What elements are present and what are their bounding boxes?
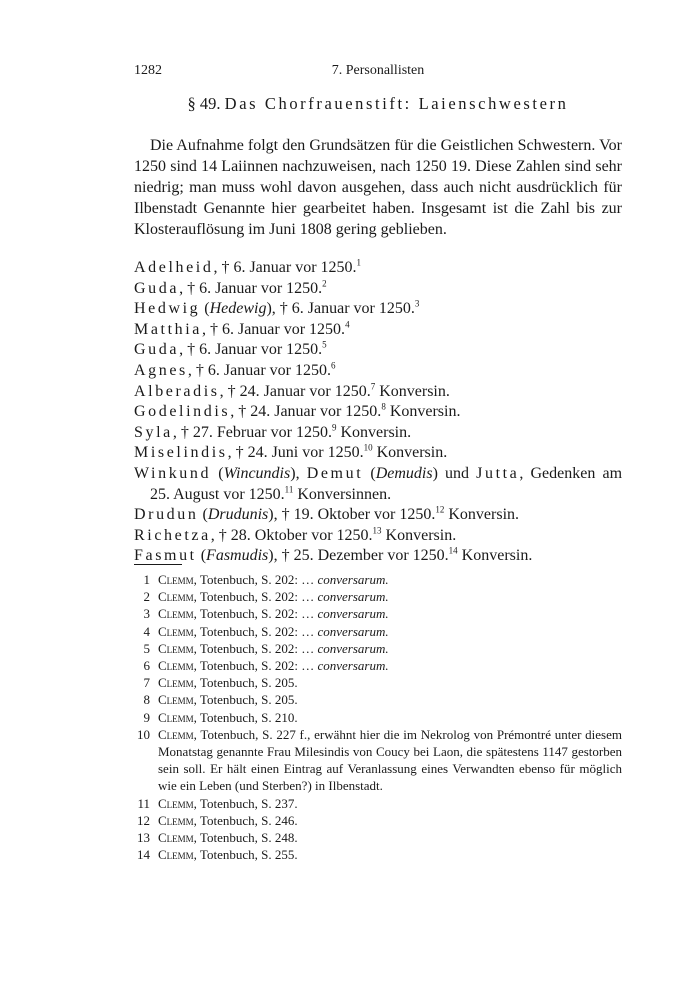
entry-tail: Konversin. xyxy=(375,382,450,400)
footnotes xyxy=(134,571,622,863)
footnote-author: Clemm xyxy=(158,606,194,622)
footnote-number: 3 xyxy=(143,606,150,622)
entry-tail: Konversinnen. xyxy=(293,485,392,503)
entry-variant: Hedewig xyxy=(209,300,267,318)
footnote xyxy=(134,829,622,846)
footnote-author: Clemm xyxy=(158,795,194,811)
entry-tail: Konversin. xyxy=(372,444,448,462)
entry-text: , † 6. Januar vor 1250. xyxy=(179,279,323,297)
footnote xyxy=(134,571,622,588)
footnote xyxy=(134,795,622,812)
entry-tail: Konversin. xyxy=(444,506,520,524)
entry-name: Miselindis xyxy=(134,444,228,462)
entry-tail: Konversin. xyxy=(336,423,412,441)
footnote-author: Clemm xyxy=(158,726,194,742)
entry-name: Guda xyxy=(134,341,180,359)
footnote-ref[interactable]: 3 xyxy=(414,298,420,309)
footnote-author: Clemm xyxy=(158,572,194,587)
footnote-ref[interactable]: 1 xyxy=(356,257,362,268)
footnote-text: , Totenbuch, S. 248. xyxy=(193,830,298,846)
footnote-number: 1 xyxy=(143,572,150,587)
entry-text: , † 24. Januar vor 1250. xyxy=(219,382,371,400)
footnote-ref[interactable]: 4 xyxy=(345,319,350,330)
footnote-number: 2 xyxy=(143,589,150,605)
footnote-author: Clemm xyxy=(158,830,194,846)
footnote-number: 10 xyxy=(137,726,150,742)
entry-text: , † 19. Oktober vor 1250. xyxy=(273,506,436,524)
footnote-text: , Totenbuch, S. 210. xyxy=(193,709,298,725)
footnote-text: , Totenbuch, S. 202: … xyxy=(193,606,318,622)
footnote-text: , Totenbuch, S. 202: … xyxy=(193,623,318,639)
footnote xyxy=(134,709,622,726)
entry-name: Richetza xyxy=(134,526,211,544)
footnote-text: , Totenbuch, S. 202: … xyxy=(193,640,318,656)
entry-tail: Konversin. xyxy=(385,403,461,421)
entry-name: Guda xyxy=(134,279,180,297)
footnote-number: 9 xyxy=(143,709,150,725)
footnote-ref[interactable]: 10 xyxy=(363,443,373,454)
entry-text: , † 28. Oktober vor 1250. xyxy=(210,526,373,544)
entry-text: , † 27. Februar vor 1250. xyxy=(172,423,332,441)
footnote xyxy=(134,588,622,605)
entry-text: , † 6. Januar vor 1250. xyxy=(271,300,415,318)
entry-name: Drudun xyxy=(134,506,199,524)
section-number: § 49. xyxy=(187,94,221,113)
footnote-number: 5 xyxy=(143,640,150,656)
entry-variant: Fasmudis xyxy=(206,547,269,565)
list-item: Drudun (Drudunis), † 19. Oktober vor 1250.12 Konversin. xyxy=(134,504,520,524)
footnote-italic: conversarum. xyxy=(317,658,389,674)
footnote-italic: conversarum. xyxy=(317,589,389,605)
list-item xyxy=(134,382,622,403)
footnote-ref[interactable]: 6 xyxy=(330,360,336,371)
footnote-text: , Totenbuch, S. 205. xyxy=(193,692,298,708)
footnote xyxy=(134,640,622,657)
running-title: 7. Personallisten xyxy=(331,63,425,78)
intro-paragraph: Die Aufnahme folgt den Grundsätzen für die Geistlichen Schwestern. Vor 1250 sind 14 Laiinnen nachzuweisen, nach 1250 19. Diese Zahlen sind sehr niedrig; man muss wohl davon ausgehen, dass auch nicht ausdrücklich für Ilbenstadt Genannte hier gearbeitet haben. Insgesamt ist die Zahl bis zur Klosterauflösung im Juni 1808 gering geblieben. xyxy=(134,137,622,238)
footnote-author: Clemm xyxy=(158,640,194,656)
footnote-author: Clemm xyxy=(158,589,194,605)
entry-name: Syla xyxy=(134,423,173,441)
list-item xyxy=(134,258,622,279)
footnote-ref[interactable]: 12 xyxy=(435,504,445,515)
entry-tail: Konversin. xyxy=(381,526,457,544)
running-head xyxy=(134,63,622,83)
footnote-italic: conversarum. xyxy=(317,606,389,622)
footnote-number: 11 xyxy=(137,795,150,811)
footnote xyxy=(134,846,622,863)
group-entry: Winkund (Wincundis), Demut (Demudis) und Jutta, Gedenken am 25. August vor 1250.11 Konversinnen. xyxy=(134,464,623,503)
entry-text: , † 24. Januar vor 1250. xyxy=(230,403,382,421)
footnote-text: , Totenbuch, S. 255. xyxy=(193,847,298,863)
entry-text: , † 25. Dezember vor 1250. xyxy=(273,547,449,565)
footnote-ref[interactable]: 8 xyxy=(381,401,386,412)
entry-text: , † 24. Juni vor 1250. xyxy=(227,444,364,462)
footnote-number: 6 xyxy=(143,658,150,674)
list-item xyxy=(134,526,622,547)
entry-name: Adelheid xyxy=(134,259,214,276)
footnote xyxy=(134,623,622,640)
footnote-author: Clemm xyxy=(158,623,194,639)
footnote-number: 12 xyxy=(137,812,150,828)
list-item xyxy=(134,279,622,300)
footnote xyxy=(134,657,622,674)
footnote-number: 13 xyxy=(137,830,150,846)
section-heading xyxy=(134,94,622,114)
entry-tail: Konversin. xyxy=(457,547,533,565)
page-number: 1282 xyxy=(134,63,162,78)
list-item: Hedwig (Hedewig), † 6. Januar vor 1250.$^3$ xyxy=(134,298,420,318)
list-item xyxy=(134,423,622,444)
footnote-text: , Totenbuch, S. 202: … xyxy=(193,658,318,674)
footnote-ref[interactable]: 7 xyxy=(370,381,376,392)
entry-name: Hedwig xyxy=(134,300,201,318)
footnote-ref[interactable]: 11 xyxy=(284,484,294,495)
entry-text: , † 6. Januar vor 1250. xyxy=(213,259,357,276)
list-item xyxy=(134,320,622,341)
footnote xyxy=(134,812,622,829)
entry-name: Fasmut xyxy=(134,547,197,565)
footnote-author: Clemm xyxy=(158,709,194,725)
footnote xyxy=(134,726,622,795)
footnote-ref[interactable]: 13 xyxy=(372,525,382,536)
list-item xyxy=(134,361,622,382)
list-item xyxy=(134,340,622,361)
entry-variant: Demudis xyxy=(375,464,433,482)
entries-list xyxy=(134,258,622,567)
footnote-text: , Totenbuch, S. 205. xyxy=(193,675,298,691)
entry-name: Jutta xyxy=(476,464,520,482)
footnote-number: 14 xyxy=(137,847,150,863)
footnote-author: Clemm xyxy=(158,658,194,674)
entry-name: Agnes xyxy=(134,361,188,379)
footnote-number: 4 xyxy=(143,623,150,639)
footnote-author: Clemm xyxy=(158,675,194,691)
entry-name: Matthia xyxy=(134,320,202,338)
footnote-author: Clemm xyxy=(158,812,194,828)
footnote-ref[interactable]: 9 xyxy=(331,422,337,433)
footnote xyxy=(134,691,622,708)
list-item xyxy=(134,443,622,464)
footnote-text: , Totenbuch, S. 202: … xyxy=(193,589,318,605)
footnote-italic: conversarum. xyxy=(317,640,389,656)
list-item xyxy=(134,402,622,423)
footnote xyxy=(134,605,622,622)
footnote-ref[interactable]: 2 xyxy=(322,278,327,289)
footnote-author: Clemm xyxy=(158,847,194,863)
footnote-text: , Totenbuch, S. 202: … xyxy=(193,572,318,587)
entry-text: , † 6. Januar vor 1250. xyxy=(201,320,346,338)
footnote-italic: conversarum. xyxy=(317,623,389,639)
entry-name: Godelindis xyxy=(134,403,231,421)
entry-text: , † 6. Januar vor 1250. xyxy=(179,341,323,359)
entry-name: Demut xyxy=(306,464,364,482)
footnote-author: Clemm xyxy=(158,692,194,708)
footnote-number: 8 xyxy=(143,692,150,708)
footnote-ref[interactable]: 5 xyxy=(322,340,327,351)
list-item: Fasmut (Fasmudis), † 25. Dezember vor 1250.14 Konversin. xyxy=(134,545,533,565)
footnote-italic: conversarum. xyxy=(317,572,389,587)
entry-text: , † 6. Januar vor 1250. xyxy=(187,361,331,379)
footnote-rule xyxy=(134,564,182,565)
footnote xyxy=(134,674,622,691)
footnote-text: , Totenbuch, S. 246. xyxy=(193,812,298,828)
entry-name: Winkund xyxy=(134,464,212,482)
footnote-text: , Totenbuch, S. 227 f., erwähnt hier die im Nekrolog von Prémontré unter diesem Monatstag genannte Frau Milesindis von Coucy bei Laon, die spätestens 1147 gestorben sein soll. Er hält einen Eintrag auf Veranlassung eines Verwandten ebenso für möglich wie ein Leben (und Sterben?) in Ilbenstadt. xyxy=(158,726,622,794)
footnote-number: 7 xyxy=(143,675,150,691)
entry-variant: Wincundis xyxy=(223,464,291,482)
footnote-ref[interactable]: 14 xyxy=(448,545,458,556)
entry-variant: Drudunis xyxy=(207,506,269,524)
footnote-text: , Totenbuch, S. 237. xyxy=(193,795,298,811)
section-title: Das Chorfrauenstift: Laienschwestern xyxy=(224,94,569,113)
entry-name: Alberadis xyxy=(134,382,220,400)
entry-text: , Gedenken am 25. August vor 1250. xyxy=(150,464,623,503)
